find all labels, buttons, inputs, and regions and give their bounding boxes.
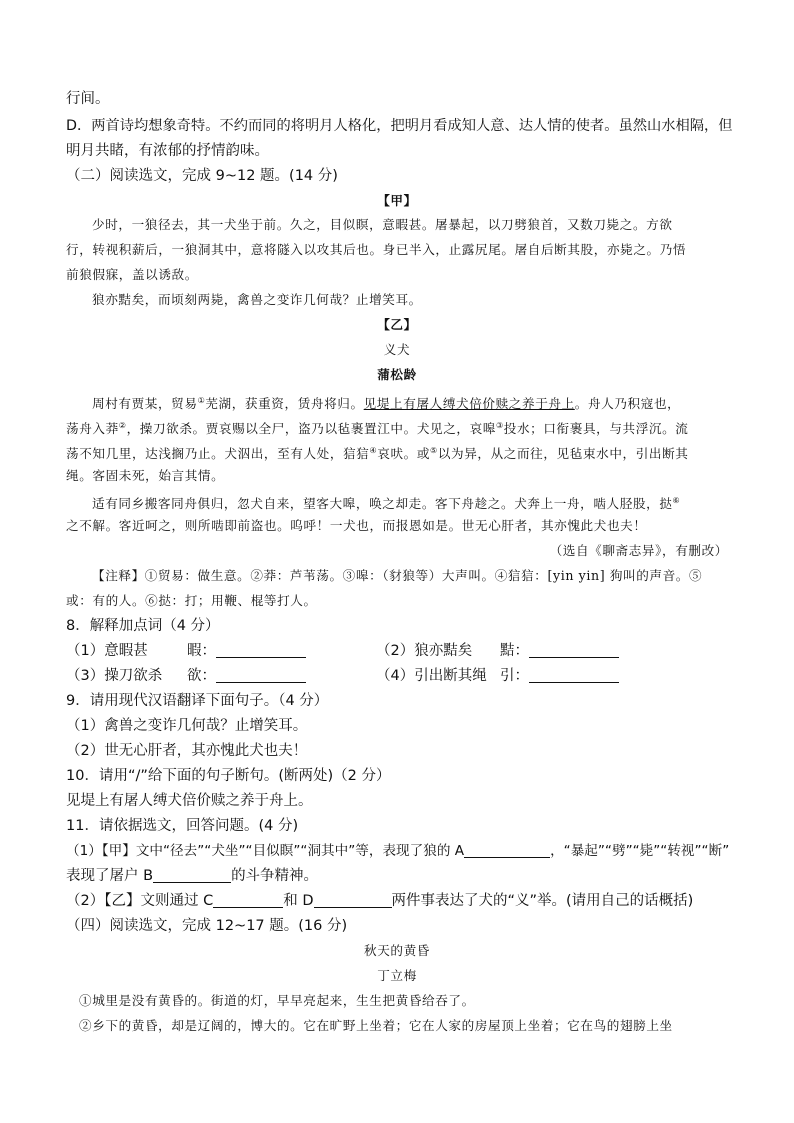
passage-yi-line: 绳。客固未死，始言其情。 <box>66 468 225 483</box>
passage-yi-heading: 【乙】 <box>377 317 417 332</box>
footnote-mark: ⑥ <box>672 496 681 505</box>
q8-word-label: 引： <box>500 668 529 684</box>
text-span: 哀吠。或 <box>377 446 431 461</box>
passage-yi-author: 蒲松龄 <box>377 367 417 382</box>
essay-author: 丁立梅 <box>377 968 417 983</box>
q11-line <box>66 891 736 911</box>
text-span: 表现了屠户 B <box>66 868 154 884</box>
passage-yi-line: 之不解。客近呵之，则所啮即前盗也。呜呼！一犬也，而报恩如是。世无心肝者，其亦愧此犬也夫！ <box>66 518 647 533</box>
text-span: 周村有贾某，贸易 <box>92 396 198 411</box>
text-span: ，操刀欲杀。贾哀赐以全尸，盗乃以毡裹置江中。犬见之，哀嗥 <box>126 421 496 436</box>
text-span: （2）【乙】文则通过 C <box>66 893 214 909</box>
q8-word-label: 黠： <box>500 643 529 659</box>
q8-item-1: （1）意暇甚 <box>66 643 148 659</box>
footnote-mark: ③ <box>496 421 504 430</box>
q8-word-3 <box>187 666 306 686</box>
question-9-title: 9．请用现代汉语翻译下面句子。（4 分） <box>66 693 329 709</box>
text-span: ，“暴起”“劈”“毙”“转视”“断” <box>550 843 730 859</box>
footnote-mark: ① <box>197 396 206 405</box>
text-span: 荡舟入莽 <box>66 421 119 436</box>
q8-item-3: （3）操刀欲杀 <box>66 668 163 684</box>
passage-source: （选自《聊斋志异》，有删改） <box>549 543 728 558</box>
footnote-mark: ② <box>118 421 127 430</box>
annotation-line: 或：有的人。⑥挞：打；用鞭、棍等打人。 <box>66 593 317 608</box>
q11-line <box>66 866 736 886</box>
passage-jia-heading: 【甲】 <box>377 193 417 208</box>
text-span: 荡不知几里，达浅搁乃止。犬泅出，至有人处，狺狺 <box>66 446 370 461</box>
q8-item-4: （4）引出断其绳 <box>376 668 487 684</box>
passage-jia-line: 狼亦黠矣，而顷刻两毙，禽兽之变诈几何哉？止增笑耳。 <box>92 292 422 307</box>
section-heading: （二）阅读选文，完成 9~12 题。(14 分) <box>66 168 338 184</box>
q8-word-2 <box>500 641 619 661</box>
q8-word-1 <box>187 641 306 661</box>
answer-blank[interactable] <box>529 667 619 683</box>
q9-sentence-1: （1）禽兽之变诈几何哉？止增笑耳。 <box>66 718 308 734</box>
essay-paragraph: ①城里是没有黄昏的。街道的灯，早早亮起来，生生把黄昏给吞了。 <box>79 993 475 1008</box>
passage-yi-line <box>66 491 736 514</box>
text-span: （1）【甲】文中“径去”“犬坐”“目似瞑”“洞其中”等，表现了狼的 A <box>66 843 465 859</box>
text-span: 。舟人乃积寇也， <box>574 396 681 411</box>
passage-jia-line: 少时，一狼径去，其一犬坐于前。久之，目似瞑，意暇甚。屠暴起，以刀劈狼首，又数刀毙之。方欲 <box>92 217 673 232</box>
answer-blank[interactable] <box>216 642 306 658</box>
text-span: 两件事表达了犬的“义”举。(请用自己的话概括) <box>391 893 694 909</box>
annotation-line: 【注释】①贸易：做生意。②莽：芦苇荡。③嗥：（豺狼等）大声叫。④狺狺：[yin yin] 狗叫的声音。⑤ <box>92 568 703 583</box>
text-span: 芜湖，获重资，赁舟将归。 <box>205 396 364 411</box>
passage-jia-line: 行，转视积薪后，一狼洞其中，意将隧入以攻其后也。身已半入，止露尻尾。屠自后断其股，亦毙之。乃悟 <box>66 242 687 257</box>
passage-yi-line <box>66 416 736 439</box>
q9-sentence-2: （2）世无心肝者，其亦愧此犬也夫！ <box>66 743 308 759</box>
answer-blank[interactable] <box>529 642 619 658</box>
q8-word-4 <box>500 666 619 686</box>
answer-blank-d[interactable] <box>314 892 392 908</box>
text-line: 明月共睹，有浓郁的抒情韵味。 <box>66 143 269 159</box>
q10-sentence: 见堤上有屠人缚犬倍价赎之养于舟上。 <box>66 793 313 809</box>
question-8-title: 8．解释加点词（4 分） <box>66 618 220 634</box>
answer-blank[interactable] <box>216 667 306 683</box>
text-span: 和 D <box>283 893 314 909</box>
answer-blank-a[interactable] <box>464 842 550 858</box>
essay-title: 秋天的黄昏 <box>364 943 430 958</box>
text-span: 适有同乡搬客同舟俱归，忽犬自来，望客大嗥，唤之却走。客下舟趁之。犬奔上一舟，啮人胫股，挞 <box>92 496 673 511</box>
underlined-sentence: 见堤上有屠人缚犬倍价赎之养于舟上 <box>363 396 575 411</box>
q8-item-2: （2）狼亦黠矣 <box>376 643 473 659</box>
text-span: 以为异，从之而往，见毡束水中，引出断其 <box>437 446 689 461</box>
footnote-mark: ⑤ <box>430 446 438 455</box>
section-heading: （四）阅读选文，完成 12~17 题。(16 分) <box>66 918 348 934</box>
question-11-title: 11．请依据选文，回答问题。(4 分) <box>66 818 299 834</box>
passage-yi-line <box>66 441 736 464</box>
q8-word-label: 欲： <box>187 668 216 684</box>
footnote-mark: ④ <box>369 446 378 455</box>
passage-yi-title: 义犬 <box>383 342 411 357</box>
q8-word-label: 暇： <box>187 643 216 659</box>
text-span: 投水；口衔裹具，与共浮沉。流 <box>503 421 689 436</box>
question-10-title: 10．请用“/”给下面的句子断句。(断两处)（2 分） <box>66 768 391 784</box>
option-d-line: D．两首诗均想象奇特。不约而同的将明月人格化，把明月看成知人意、达人情的使者。虽然山水相隔，但 <box>66 118 733 134</box>
passage-yi-line <box>66 391 736 414</box>
text-line: 行间。 <box>66 91 110 107</box>
text-span: 的斗争精神。 <box>231 868 319 884</box>
essay-paragraph: ②乡下的黄昏，却是辽阔的，博大的。它在旷野上坐着；它在人家的房屋顶上坐着；它在鸟的翅膀上坐 <box>79 1018 673 1033</box>
answer-blank-b[interactable] <box>153 867 231 883</box>
passage-jia-line: 前狼假寐，盖以诱敌。 <box>66 267 198 282</box>
answer-blank-c[interactable] <box>213 892 283 908</box>
q11-line <box>66 841 736 861</box>
